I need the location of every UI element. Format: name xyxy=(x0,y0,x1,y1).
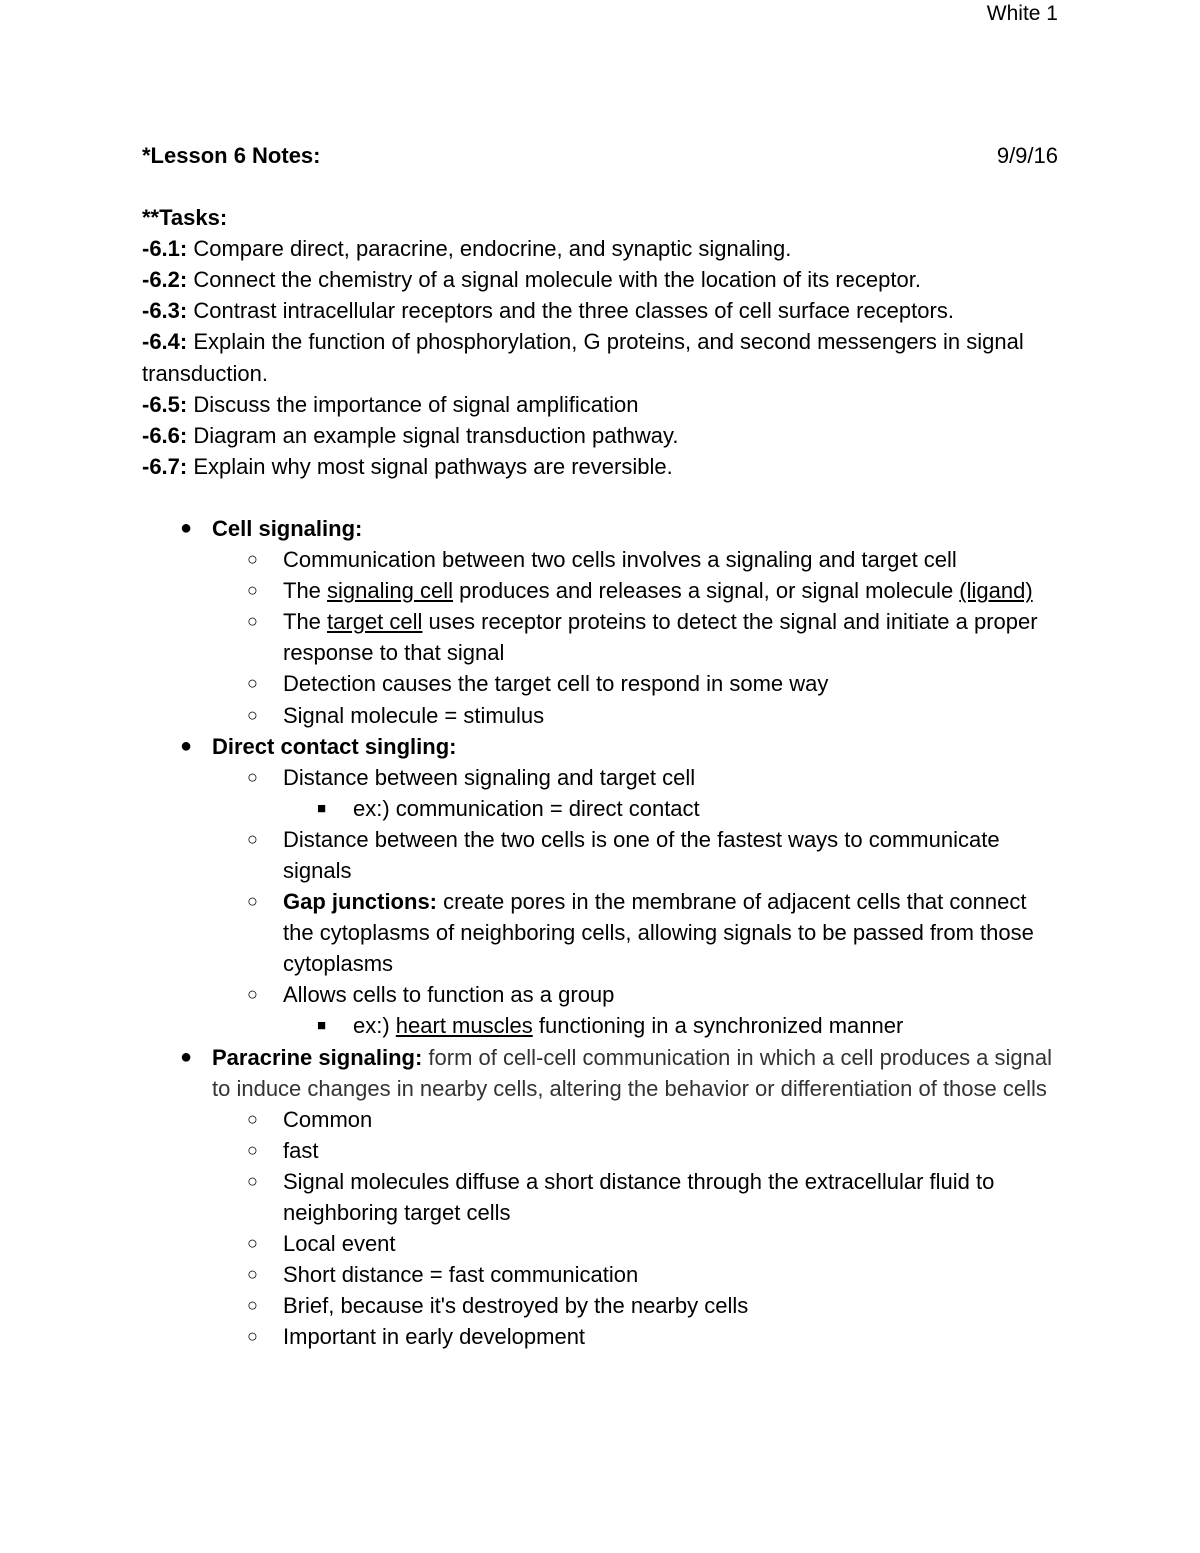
list-item: ○ The target cell uses receptor proteins to detect the signal and initiate a proper response to that signal xyxy=(142,606,1058,668)
list-item: ○ Communication between two cells involves a signaling and target cell xyxy=(142,544,1058,575)
section-heading: Paracrine signaling: xyxy=(212,1044,423,1070)
list-item: ○ Common xyxy=(142,1104,1058,1135)
circle-bullet-icon: ○ xyxy=(247,1295,258,1316)
list-item: ○ Detection causes the target cell to respond in some way xyxy=(142,668,1058,699)
section-cell-signaling xyxy=(142,513,1058,544)
list-item: ○ Short distance = fast communication xyxy=(142,1259,1058,1290)
task-6-4: -6.4: Explain the function of phosphorylation, G proteins, and second messengers in signal transduction. xyxy=(142,329,1024,386)
section-heading: Cell signaling: xyxy=(212,515,363,541)
square-bullet-icon: ■ xyxy=(317,1017,327,1035)
bullet-icon: ● xyxy=(180,734,193,757)
circle-bullet-icon: ○ xyxy=(247,580,258,601)
square-bullet-icon: ■ xyxy=(317,799,327,817)
title-row xyxy=(142,140,1058,171)
task-6-1: -6.1: Compare direct, paracrine, endocrine, and synaptic signaling. xyxy=(142,236,792,262)
list-item: ○ Allows cells to function as a group xyxy=(142,979,1058,1010)
circle-bullet-icon: ○ xyxy=(247,1264,258,1285)
list-item: ○ Brief, because it's destroyed by the nearby cells xyxy=(142,1290,1058,1321)
list-item: ○ The signaling cell produces and releases a signal, or signal molecule (ligand) xyxy=(142,575,1058,606)
task-6-7: -6.7: Explain why most signal pathways are reversible. xyxy=(142,453,673,479)
task-6-2: -6.2: Connect the chemistry of a signal molecule with the location of its receptor. xyxy=(142,267,921,293)
section-heading: Direct contact singling: xyxy=(212,733,457,759)
section-paracrine xyxy=(142,1042,1058,1104)
circle-bullet-icon: ○ xyxy=(247,1170,258,1191)
list-item: ■ ex:) heart muscles functioning in a synchronized manner xyxy=(142,1010,1058,1041)
circle-bullet-icon: ○ xyxy=(247,704,258,725)
list-item: ○ Distance between the two cells is one of the fastest ways to communicate signals xyxy=(142,824,1058,886)
circle-bullet-icon: ○ xyxy=(247,1108,258,1129)
bullet-icon: ● xyxy=(180,1045,193,1068)
page-title: *Lesson 6 Notes: xyxy=(142,143,321,168)
page-header: White 1 xyxy=(986,2,1058,25)
circle-bullet-icon: ○ xyxy=(247,984,258,1005)
document-body xyxy=(142,140,1058,1352)
task-6-3: -6.3: Contrast intracellular receptors and the three classes of cell surface receptors. xyxy=(142,298,954,324)
date: 9/9/16 xyxy=(996,143,1058,168)
circle-bullet-icon: ○ xyxy=(247,1233,258,1254)
list-item: ○ Signal molecules diffuse a short distance through the extracellular fluid to neighboring target cells xyxy=(142,1166,1058,1228)
tasks-heading: **Tasks: xyxy=(142,205,228,231)
list-item: ○ Gap junctions: create pores in the membrane of adjacent cells that connect the cytoplasms of neighboring cells, allowing signals to be passed from those cytoplasms xyxy=(142,886,1058,979)
circle-bullet-icon: ○ xyxy=(247,611,258,632)
section-direct-contact xyxy=(142,731,1058,762)
task-6-5: -6.5: Discuss the importance of signal amplification xyxy=(142,391,639,417)
bullet-icon: ● xyxy=(180,516,193,539)
circle-bullet-icon: ○ xyxy=(247,891,258,912)
list-item: ○ Important in early development xyxy=(142,1321,1058,1352)
list-item: ○ fast xyxy=(142,1135,1058,1166)
list-item: ○ Local event xyxy=(142,1228,1058,1259)
list-item: ○ Signal molecule = stimulus xyxy=(142,700,1058,731)
circle-bullet-icon: ○ xyxy=(247,673,258,694)
list-item: ○ Distance between signaling and target cell xyxy=(142,762,1058,793)
circle-bullet-icon: ○ xyxy=(247,828,258,849)
task-6-6: -6.6: Diagram an example signal transduction pathway. xyxy=(142,422,679,448)
circle-bullet-icon: ○ xyxy=(247,766,258,787)
list-item: ■ ex:) communication = direct contact xyxy=(142,793,1058,824)
circle-bullet-icon: ○ xyxy=(247,1326,258,1347)
circle-bullet-icon: ○ xyxy=(247,1139,258,1160)
section-description: form of cell-cell communication in which a cell produces a signal to induce changes in nearby cells, altering the behavior or differentiation of those cells xyxy=(212,1044,1053,1101)
circle-bullet-icon: ○ xyxy=(247,549,258,570)
